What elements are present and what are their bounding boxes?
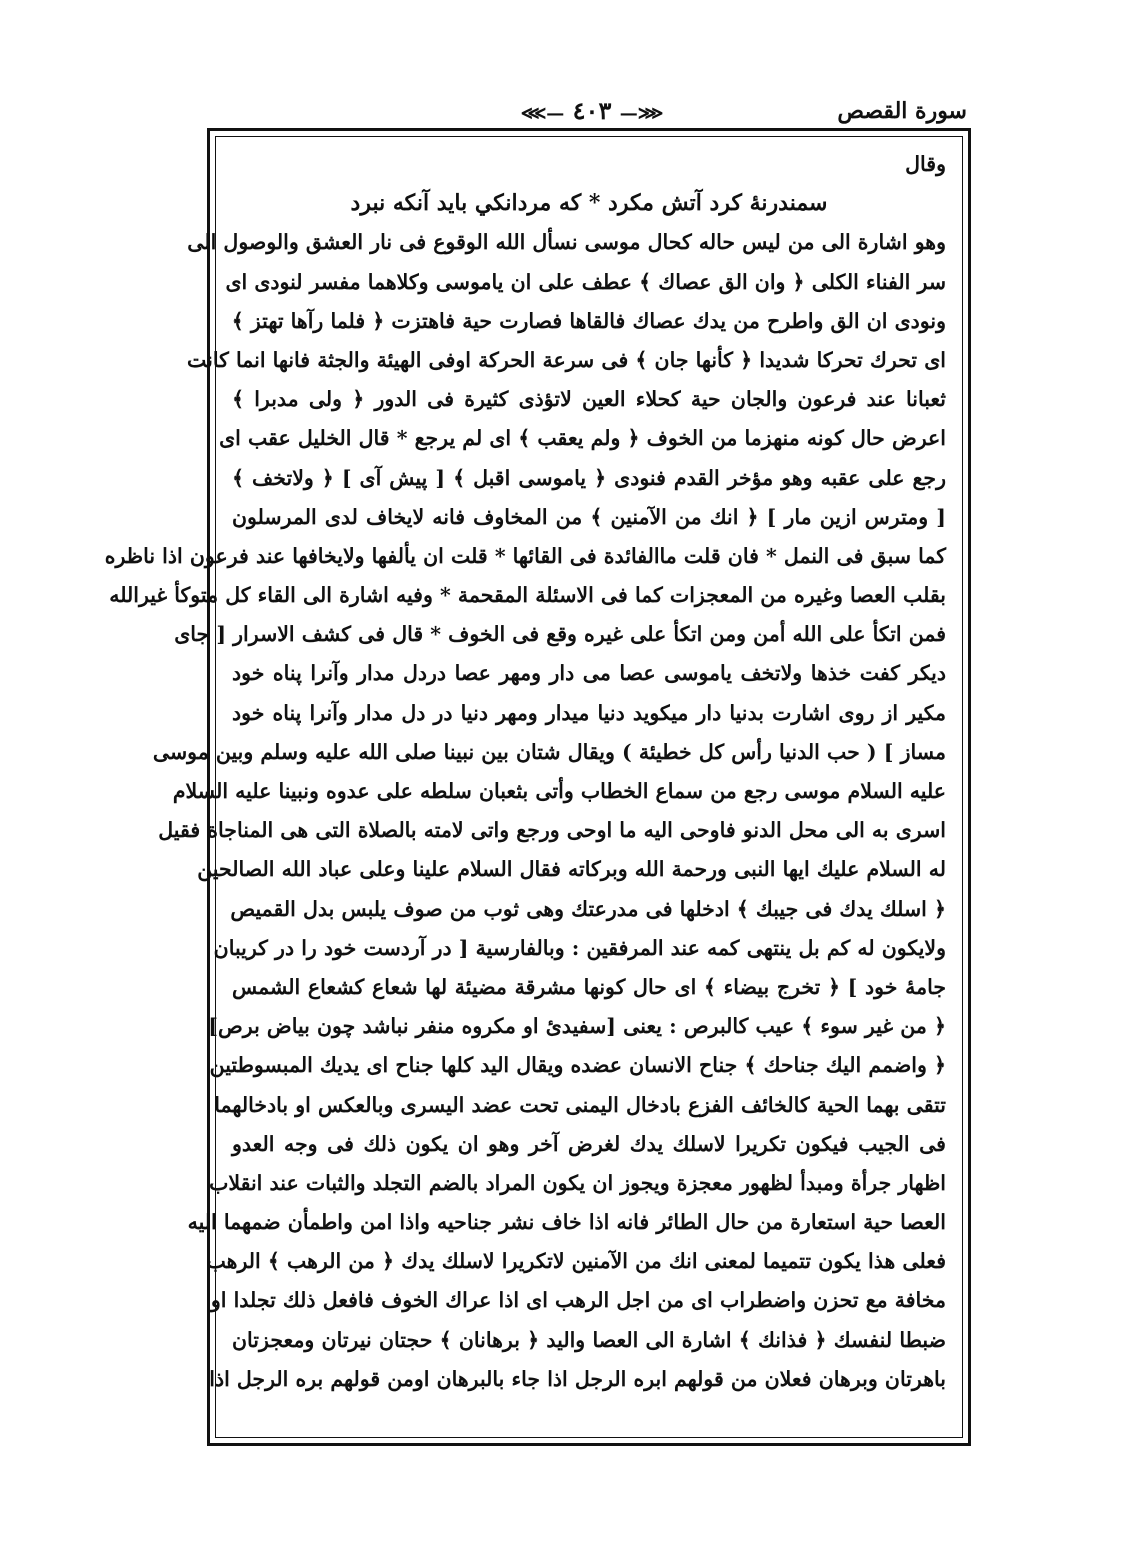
ornament-right: ⋘— — [619, 103, 664, 124]
text-line: رجع على عقبه وهو مؤخر القدم فنودى ﴿ ياموسى اقبل ﴾ [ پيش آى ] ﴿ ولاتخف ﴾ — [232, 465, 946, 490]
text-line: جامهٔ خود ] ﴿ تخرج بيضاء ﴾ اى حال كونها مشرقة مضيئة لها شعاع كشعاع الشمس — [232, 974, 946, 999]
text-line: تتقى بهما الحية كالخائف الفزع بادخال اليمنى تحت عضد اليسرى وبالعكس او بادخالهما — [214, 1092, 946, 1117]
text-line: عليه السلام موسى رجع من سماع الخطاب وأتى بثعبان سلطه على عدوه ونبينا عليه السلام — [172, 779, 946, 803]
text-line: ﴿ من غير سوء ﴾ عيب كالبرص : يعنى [سفيدئ او مكروه منفر نباشد چون بياض برص] — [208, 1014, 946, 1039]
text-line: اعرض حال كونه منهزما من الخوف ﴿ ولم يعقب ﴾ اى لم يرجع * قال الخليل عقب اى — [219, 426, 946, 451]
text-line: فعلى هذا يكون تتميما لمعنى انك من الآمنين لاتكريرا لاسلك يدك ﴿ من الرهب ﴾ الرهب — [206, 1249, 946, 1274]
text-line: باهرتان وبرهان فعلان من قولهم ابره الرجل اذا جاء بالبرهان اومن قولهم بره الرجل اذا — [209, 1366, 946, 1391]
text-line: مكير از روى اشارت بدنيا دار ميكويد دنيا ميدار ومهر دنيا در دل مدار وآنرا پناه خود — [232, 700, 946, 725]
text-line: بقلب العصا وغيره من المعجزات كما فى الاسئلة المقحمة * وفيه اشارة الى القاء كل متوكأ غيرالله — [109, 583, 946, 608]
text-line: ثعبانا عند فرعون والجان حية كحلاء العين لاتؤذى كثيرة فى الدور ﴿ ولى مدبرا ﴾ — [232, 387, 946, 412]
verse-line: سمندرنهٔ كرد آتش مكرد * كه مردانكي بايد آنكه نبرد — [350, 190, 828, 217]
text-line: فمن اتكأ على الله أمن ومن اتكأ على غيره وقع فى الخوف * قال فى كشف الاسرار [ جاى — [174, 622, 946, 647]
text-line: وهو اشارة الى من ليس حاله كحال موسى نسأل الله الوقوع فى نار العشق والوصول الى — [187, 230, 946, 255]
text-line: اسرى به الى محل الدنو فاوحى اليه ما اوحى ورجع واتى لامته بالصلاة التى هى المناجاة فقيل — [158, 818, 946, 843]
text-line: ﴿ واضمم اليك جناحك ﴾ جناح الانسان عضده ويقال اليد كلها جناح اى يديك المبسوطتين — [209, 1053, 946, 1078]
text-line: ولايكون له كم بل ينتهى كمه عند المرفقين : وبالفارسية [ در آردست خود را در كريبان — [213, 935, 946, 960]
text-line: كما سبق فى النمل * فان قلت ماالفائدة فى القائها * قلت ان يألفها ولايخافها عند فرعون اذا ناظره — [104, 543, 946, 568]
page-body — [104, 145, 946, 1399]
text-line: ﴿ اسلك يدك فى جيبك ﴾ ادخلها فى مدرعتك وهى ثوب من صوف يلبس بدل القميص — [230, 896, 946, 921]
text-line: وقال — [905, 152, 946, 176]
text-line: ديكر كفت خذها ولاتخف ياموسى عصا مى دار ومهر عصا دردل مدار وآنرا پناه خود — [232, 661, 946, 686]
text-line: ونودى ان الق واطرح من يدك عصاك فالقاها فصارت حية فاهتزت ﴿ فلما رآها تهتز ﴾ — [231, 308, 946, 333]
text-line: ضبطا لنفسك ﴿ فذانك ﴾ اشارة الى العصا واليد ﴿ برهانان ﴾ حجتان نيرتان ومعجزتان — [232, 1327, 946, 1352]
text-line: مخافة مع تحزن واضطراب اى من اجل الرهب اى اذا عراك الخوف فافعل ذلك تجلدا او — [210, 1288, 946, 1313]
text-line: اى تحرك تحركا شديدا ﴿ كأنها جان ﴾ فى سرعة الحركة اوفى الهيئة والجثة فانها انما كانت — [187, 347, 946, 372]
page-header — [207, 96, 977, 126]
text-frame — [104, 128, 971, 1446]
text-line: سر الفناء الكلى ﴿ وان الق عصاك ﴾ عطف على ان ياموسى وكلاهما مفسر لنودى اى — [225, 269, 946, 294]
ornament-left: —⋙ — [520, 103, 565, 124]
text-line: اظهار جرأة ومبدأ لظهور معجزة ويجوز ان يكون المراد بالضم التجلد والثبات عند انقلاب — [209, 1170, 946, 1195]
surah-title: سورة القصص — [837, 98, 967, 124]
text-line: مساز ] ( حب الدنيا رأس كل خطيئة ) ويقال شتان بين نبينا صلى الله عليه وسلم وبين موسى — [152, 739, 946, 764]
text-line: فى الجيب فيكون تكريرا لاسلك يدك لغرض آخر وهو ان يكون ذلك فى وجه العدو — [232, 1131, 946, 1156]
page-number-value: ٤٠٣ — [572, 96, 612, 125]
text-line: له السلام عليك ايها النبى ورحمة الله وبركاته فقال السلام علينا وعلى عباد الله الصالحين — [197, 857, 946, 882]
text-line: [ ومترس ازين مار ] ﴿ انك من الآمنين ﴾ من المخاوف فانه لايخاف لدى المرسلون — [232, 504, 946, 529]
text-line: العصا حية استعارة من حال الطائر فانه اذا خاف نشر جناحيه واذا امن واطمأن ضمهما اليه — [187, 1210, 946, 1235]
